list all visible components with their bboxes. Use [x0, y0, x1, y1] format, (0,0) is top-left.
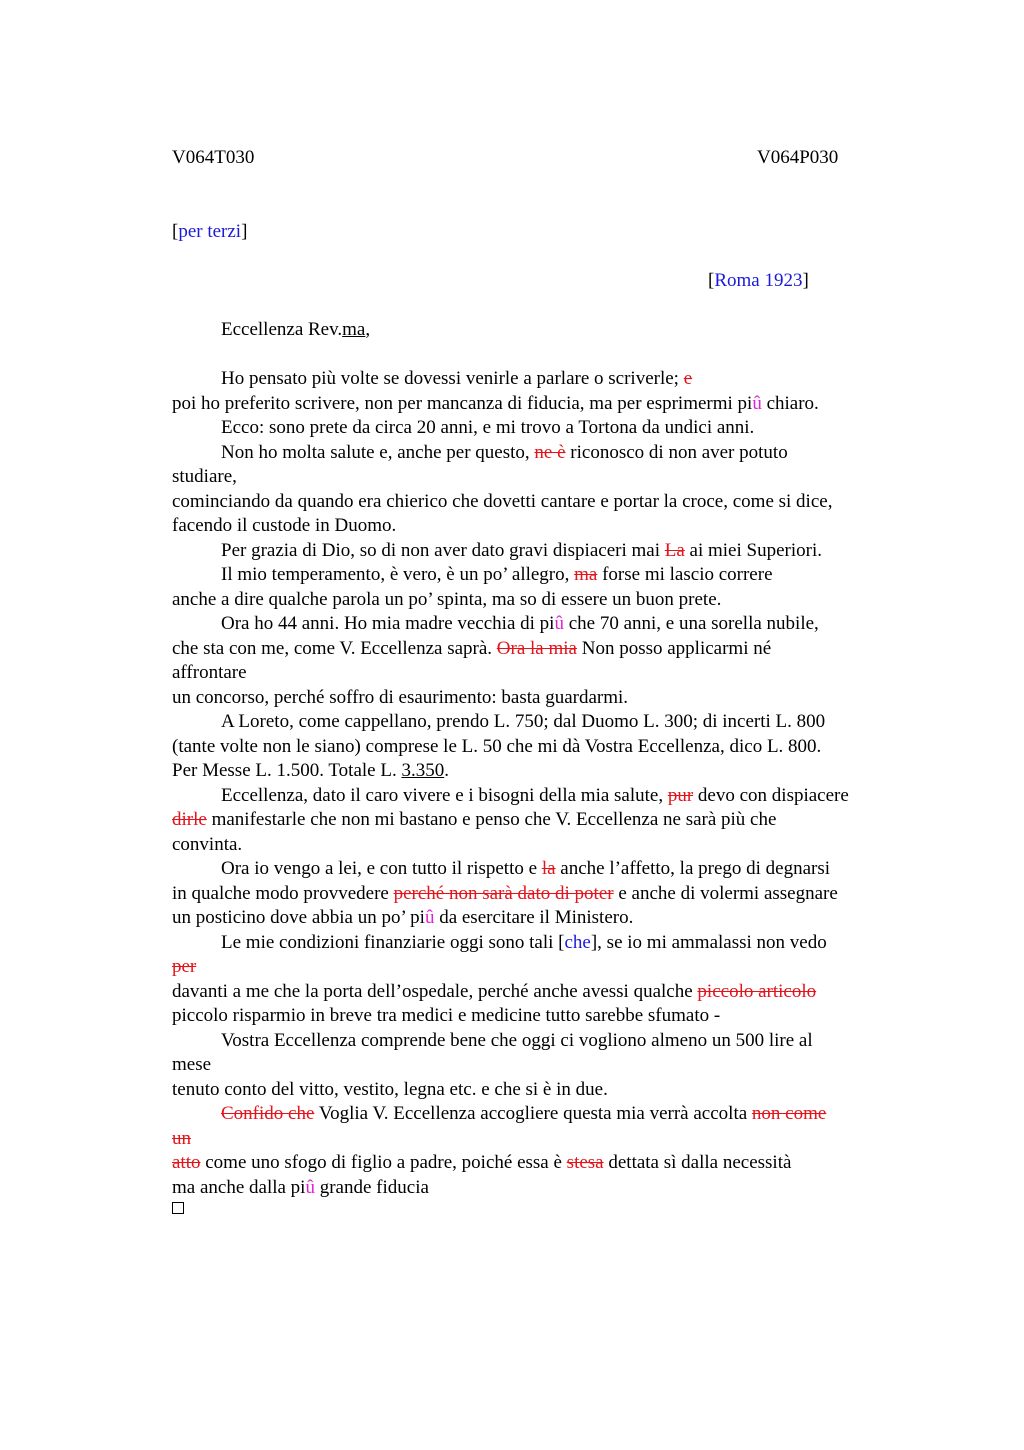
text-run: studiare, [172, 466, 237, 487]
text-run: devo con dispiacere [693, 784, 849, 806]
text-line [172, 1029, 907, 1054]
text-run: manifestarle che non mi bastano e penso che V. Eccellenza ne sarà più che [206, 809, 777, 830]
deleted-text: non come [751, 1103, 827, 1124]
inserted-char: û [752, 392, 762, 414]
text-run: un concorso, perché soffro di esaurimento: basta guardarmi. [172, 686, 629, 708]
text-run: Il mio temperamento, è vero, è un po’ allegro, [221, 564, 575, 585]
text-run: Vostra Eccellenza comprende bene che oggi ci vogliono almeno un 500 lire al [221, 1029, 813, 1051]
text-line [172, 490, 907, 515]
text-run: cominciando da quando era chierico che dovetti cantare e portar la croce, come si dice, [172, 490, 833, 512]
text-line [172, 1176, 907, 1201]
text-line [172, 1127, 907, 1152]
text-run: chiaro. [761, 392, 819, 414]
text-line [172, 465, 907, 490]
deleted-text: piccolo articolo [697, 980, 817, 1002]
text-line [172, 588, 907, 613]
inserted-char: û [305, 1176, 315, 1198]
text-line [172, 808, 907, 833]
text-run: che 70 anni, e una sorella nubile, [563, 613, 819, 634]
text-line [172, 367, 907, 392]
deleted-text: per [172, 956, 197, 977]
text-line [172, 1151, 907, 1176]
end-box-icon [172, 1202, 184, 1214]
bracket-open: [ [708, 270, 715, 291]
deleted-text: un [172, 1127, 191, 1149]
text-line [172, 637, 907, 662]
text-run: grande fiducia [314, 1176, 429, 1198]
text-line [172, 980, 907, 1005]
text-run: ma anche dalla pi [172, 1176, 306, 1198]
deleted-text: e [683, 368, 693, 389]
editorial-insert: che [564, 931, 591, 953]
text-run: Non posso applicarmi né [576, 637, 772, 659]
text-line [172, 882, 907, 907]
text-run: anche l’affetto, la prego di degnarsi [555, 858, 831, 879]
text-line [172, 735, 907, 760]
text-run: e anche di volermi assegnare [613, 882, 838, 904]
text-line [172, 1004, 907, 1029]
text-run: . [444, 760, 449, 781]
text-run: Non ho molta salute e, anche per questo, [221, 441, 535, 463]
text-run: Ho pensato più volte se dovessi venirle a parlare o scriverle; [221, 368, 684, 389]
header-left-code: V064T030 [172, 147, 255, 168]
inserted-char: û [554, 613, 564, 634]
inserted-char: û [424, 907, 435, 928]
text-line [172, 759, 907, 784]
text-line [172, 392, 907, 417]
text-run: anche a dire qualche parola un po’ spinta, ma so di essere un buon prete. [172, 588, 722, 610]
text-run: come uno sfogo di figlio a padre, poiché essa è [200, 1152, 567, 1173]
end-marker [172, 1196, 184, 1220]
text-line [172, 833, 907, 858]
note-text: per terzi [178, 221, 242, 242]
bracket-open: [ [172, 221, 179, 242]
text-run: Per grazia di Dio, so di non aver dato gravi dispiaceri mai [221, 539, 665, 561]
text-line [172, 931, 907, 956]
text-run: Voglia V. Eccellenza accogliere questa mia verrà accolta [314, 1103, 752, 1124]
text-run: convinta. [172, 833, 243, 855]
underlined-text: 3.350 [401, 760, 445, 781]
text-run: un posticino dove abbia un po’ pi [172, 907, 425, 928]
text-run: Per Messe L. 1.500. Totale L. [172, 760, 402, 781]
text-run: forse mi lascio correre [597, 564, 773, 585]
text-run: ai miei Superiori. [684, 539, 822, 561]
salutation-abbrev: ma [342, 319, 366, 340]
text-run: riconosco di non aver potuto [565, 441, 788, 463]
deleted-text: Confido che [221, 1103, 315, 1124]
text-line [172, 955, 907, 980]
deleted-text: La [664, 539, 685, 561]
text-run: Eccellenza, dato il caro vivere e i bisogni della mia salute, [221, 784, 668, 806]
bracket-close: ] [802, 270, 809, 291]
text-run: (tante volte non le siano) comprese le L. 50 che mi dà Vostra Eccellenza, dico L. 800. [172, 735, 822, 757]
letter-body [172, 367, 907, 1200]
deleted-text: stesa [566, 1152, 604, 1173]
deleted-text: dirle [172, 809, 207, 830]
text-line [172, 441, 907, 466]
text-run: Ora ho 44 anni. Ho mia madre vecchia di pi [221, 613, 555, 634]
text-run: davanti a me che la porta dell’ospedale, perché anche avessi qualche [172, 980, 698, 1002]
text-line [172, 1078, 907, 1103]
text-line [172, 1053, 907, 1078]
text-line [172, 563, 907, 588]
text-run: dettata sì dalla necessità [603, 1152, 792, 1173]
bracket-close: ] [241, 221, 248, 242]
deleted-text: la [541, 858, 556, 879]
place-date [708, 269, 809, 293]
header-right-code: V064P030 [757, 147, 839, 168]
text-line [172, 661, 907, 686]
text-line [172, 906, 907, 931]
text-run: mese [172, 1054, 212, 1075]
text-line [172, 612, 907, 637]
text-run: in qualche modo provvedere [172, 882, 394, 904]
text-run: facendo il custode in Duomo. [172, 515, 397, 536]
salutation-text: Eccellenza Rev. [221, 319, 343, 340]
deleted-text: Ora la mia [496, 637, 577, 659]
deleted-text: atto [172, 1152, 201, 1173]
deleted-text: ne è [534, 441, 566, 463]
deleted-text: ma [574, 564, 598, 585]
text-run: piccolo risparmio in breve tra medici e medicine tutto sarebbe sfumato - [172, 1005, 721, 1026]
text-line [172, 857, 907, 882]
text-run: affrontare [172, 662, 247, 683]
text-run: A Loreto, come cappellano, prendo L. 750; dal Duomo L. 300; di incerti L. 800 [221, 711, 826, 732]
text-line [172, 784, 907, 809]
text-run: che sta con me, come V. Eccellenza saprà. [172, 637, 497, 659]
text-line [172, 686, 907, 711]
text-run: tenuto conto del vitto, vestito, legna etc. e che si è in due. [172, 1078, 608, 1100]
text-run: da esercitare il Ministero. [434, 907, 634, 928]
text-line [172, 514, 907, 539]
text-line [172, 710, 907, 735]
text-run: ], se io mi ammalassi non vedo [590, 931, 827, 953]
editorial-note [172, 220, 247, 244]
text-line [172, 416, 907, 441]
text-line [172, 539, 907, 564]
text-run: Ora io vengo a lei, e con tutto il rispetto e [221, 858, 542, 879]
place-date-text: Roma 1923 [714, 270, 803, 291]
salutation-punct: , [365, 319, 371, 340]
text-run: Le mie condizioni finanziarie oggi sono tali [ [221, 931, 565, 953]
salutation [221, 318, 370, 342]
text-run: poi ho preferito scrivere, non per mancanza di fiducia, ma per esprimermi pi [172, 392, 753, 414]
text-run: Ecco: sono prete da circa 20 anni, e mi trovo a Tortona da undici anni. [221, 417, 755, 438]
deleted-text: perché non sarà dato di poter [393, 882, 614, 904]
text-line [172, 1102, 907, 1127]
deleted-text: pur [667, 784, 694, 806]
